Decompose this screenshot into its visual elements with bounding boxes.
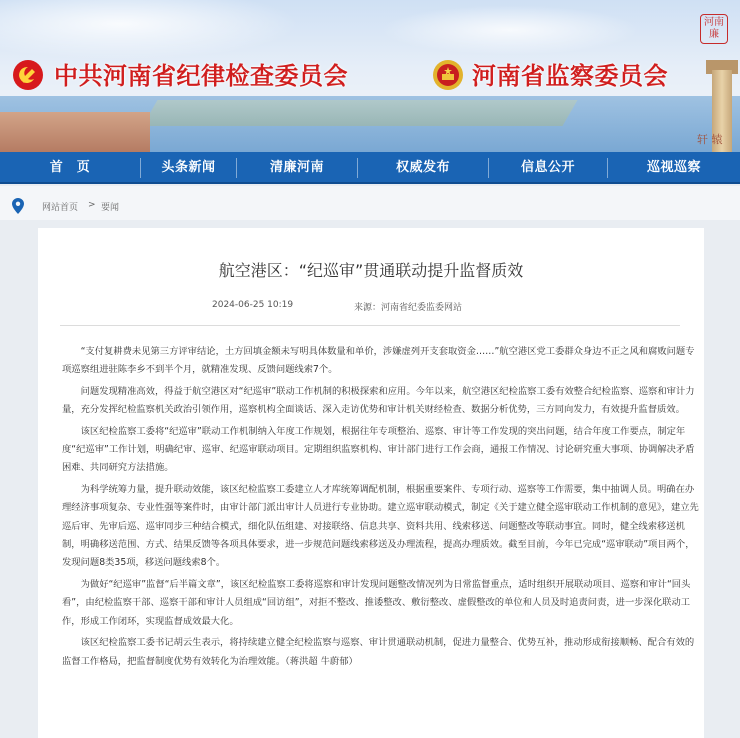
nav-inspection[interactable]: 巡视巡察 [646,160,701,175]
org-title-supervision[interactable]: 河南省监察委员会 [472,61,668,90]
article-source [354,300,462,313]
nav-home[interactable]: 首 页 [49,160,91,175]
article-paragraph: 该区纪检监察工委书记胡云生表示，将持续建立健全纪检监察与巡察、审计贯通联动机制，促进力量整合、优势互补，推动形成衔接顺畅、配合有效的监督工作格局，把监督制度优势有效转化为治理效能。（蒋洪超 牛蔚郁） [62,637,695,667]
banner-land [142,100,577,126]
banner-red-building [0,112,150,152]
article-divider [60,325,680,326]
article-paragraph: 问题发现精准高效，得益于航空港区对“纪巡审”联动工作机制的积极探索和应用。今年以来，航空港区纪检监察工委有效整合纪检监察、巡察和审计力量，充分发挥纪检监察机关政治引领作用，巡察机构全面谈话、深入走访优势和审计机关财经检查、数据分析优势，三方同向发力，有效提升监督质效。 [62,385,695,416]
article-paragraph: 为做好“纪巡审”监督“后半篇文章”，该区纪检监察工委将巡察和审计发现问题整改情况列为日常监督重点，适时组织开展联动项目、巡察和审计“回头看”，由纪检监察干部、巡察干部和审计人员组成“回访组”，对拒不整改、推诿整改、敷衍整改、虚假整改的单位和人员及时追责问责，进一步深化联动工作，形成工作闭环，实现监督成效最大化。 [62,578,691,627]
article-source-label: 来源： [354,303,382,313]
article-paragraph: 该区纪检监察工委将“纪巡审”联动工作机制纳入年度工作规划，根据往年专项整治、巡察、审计等工作发现的突出问题，结合年度工作要点，制定年度“纪巡审”工作计划，明确纪审、巡审、纪巡审联动项目。定期组织监察机构、审计部门进行工作会商，通报工作情况、讨论研究重大事项、协调解决矛盾困难、共同研究方法措施。 [62,425,695,474]
banner-cloud [0,0,300,60]
main-nav [0,152,740,184]
location-pin-icon [12,198,24,214]
national-emblem-icon [432,59,464,91]
article-body [62,343,702,671]
article-date: 2024-06-25 10:19 [212,300,294,310]
nav-info-disclosure[interactable]: 信息公开 [520,160,575,175]
banner-seal: 河南廉 [700,14,728,44]
article-paragraph: “支付复耕费未见第三方评审结论，土方回填金额未写明具体数量和单价，涉嫌虚列开支套取资金……”航空港区党工委群众身边不正之风和腐败问题专项巡察组进驻陈李乡不到半个月，就精准发现、反馈问题线索7个。 [62,346,695,376]
banner-calligraphy: 轩 辕 [697,133,723,146]
nav-clean-henan[interactable]: 清廉河南 [269,160,324,175]
nav-official-release[interactable]: 权威发布 [395,160,450,175]
banner-cloud [380,5,640,55]
breadcrumb-separator: > [88,200,96,210]
article-paragraph: 为科学统筹力量，提升联动效能，该区纪检监察工委建立人才库统筹调配机制，根据重要案件、专项行动、巡察等工作需要，集中抽调人员。明确在办理经济事项复杂、专业性强等案件时，由审计部门派出审计人员进行专业协助。建立巡审联动模式，制定《关于建立健全巡审联动工作机制的意见》，建立先巡后审、先审后巡、巡审同步三种结合模式，细化队伍组建、对接联络、信息共享、资料共用、线索移送、问题整改等联动事宜。同时，健全线索移送机制，明确移送范围、方式、结果反馈等各项具体要求，进一步规范问题线索移送及办理流程，提高办理质效。截至目前，今年已完成“巡审联动”项目两个，发现问题8类35项，移送问题线索8个。 [62,483,699,569]
party-emblem-icon [12,59,44,91]
article-title: 航空港区：“纪巡审”贯通联动提升监督质效 [218,261,524,280]
breadcrumb-section-link[interactable]: 要闻 [101,203,120,213]
article-source-value: 河南省纪委监委网站 [381,303,463,313]
nav-headlines[interactable]: 头条新闻 [161,160,216,175]
breadcrumb-home-link[interactable]: 网站首页 [42,203,79,213]
org-title-discipline[interactable]: 中共河南省纪律检查委员会 [54,61,348,90]
